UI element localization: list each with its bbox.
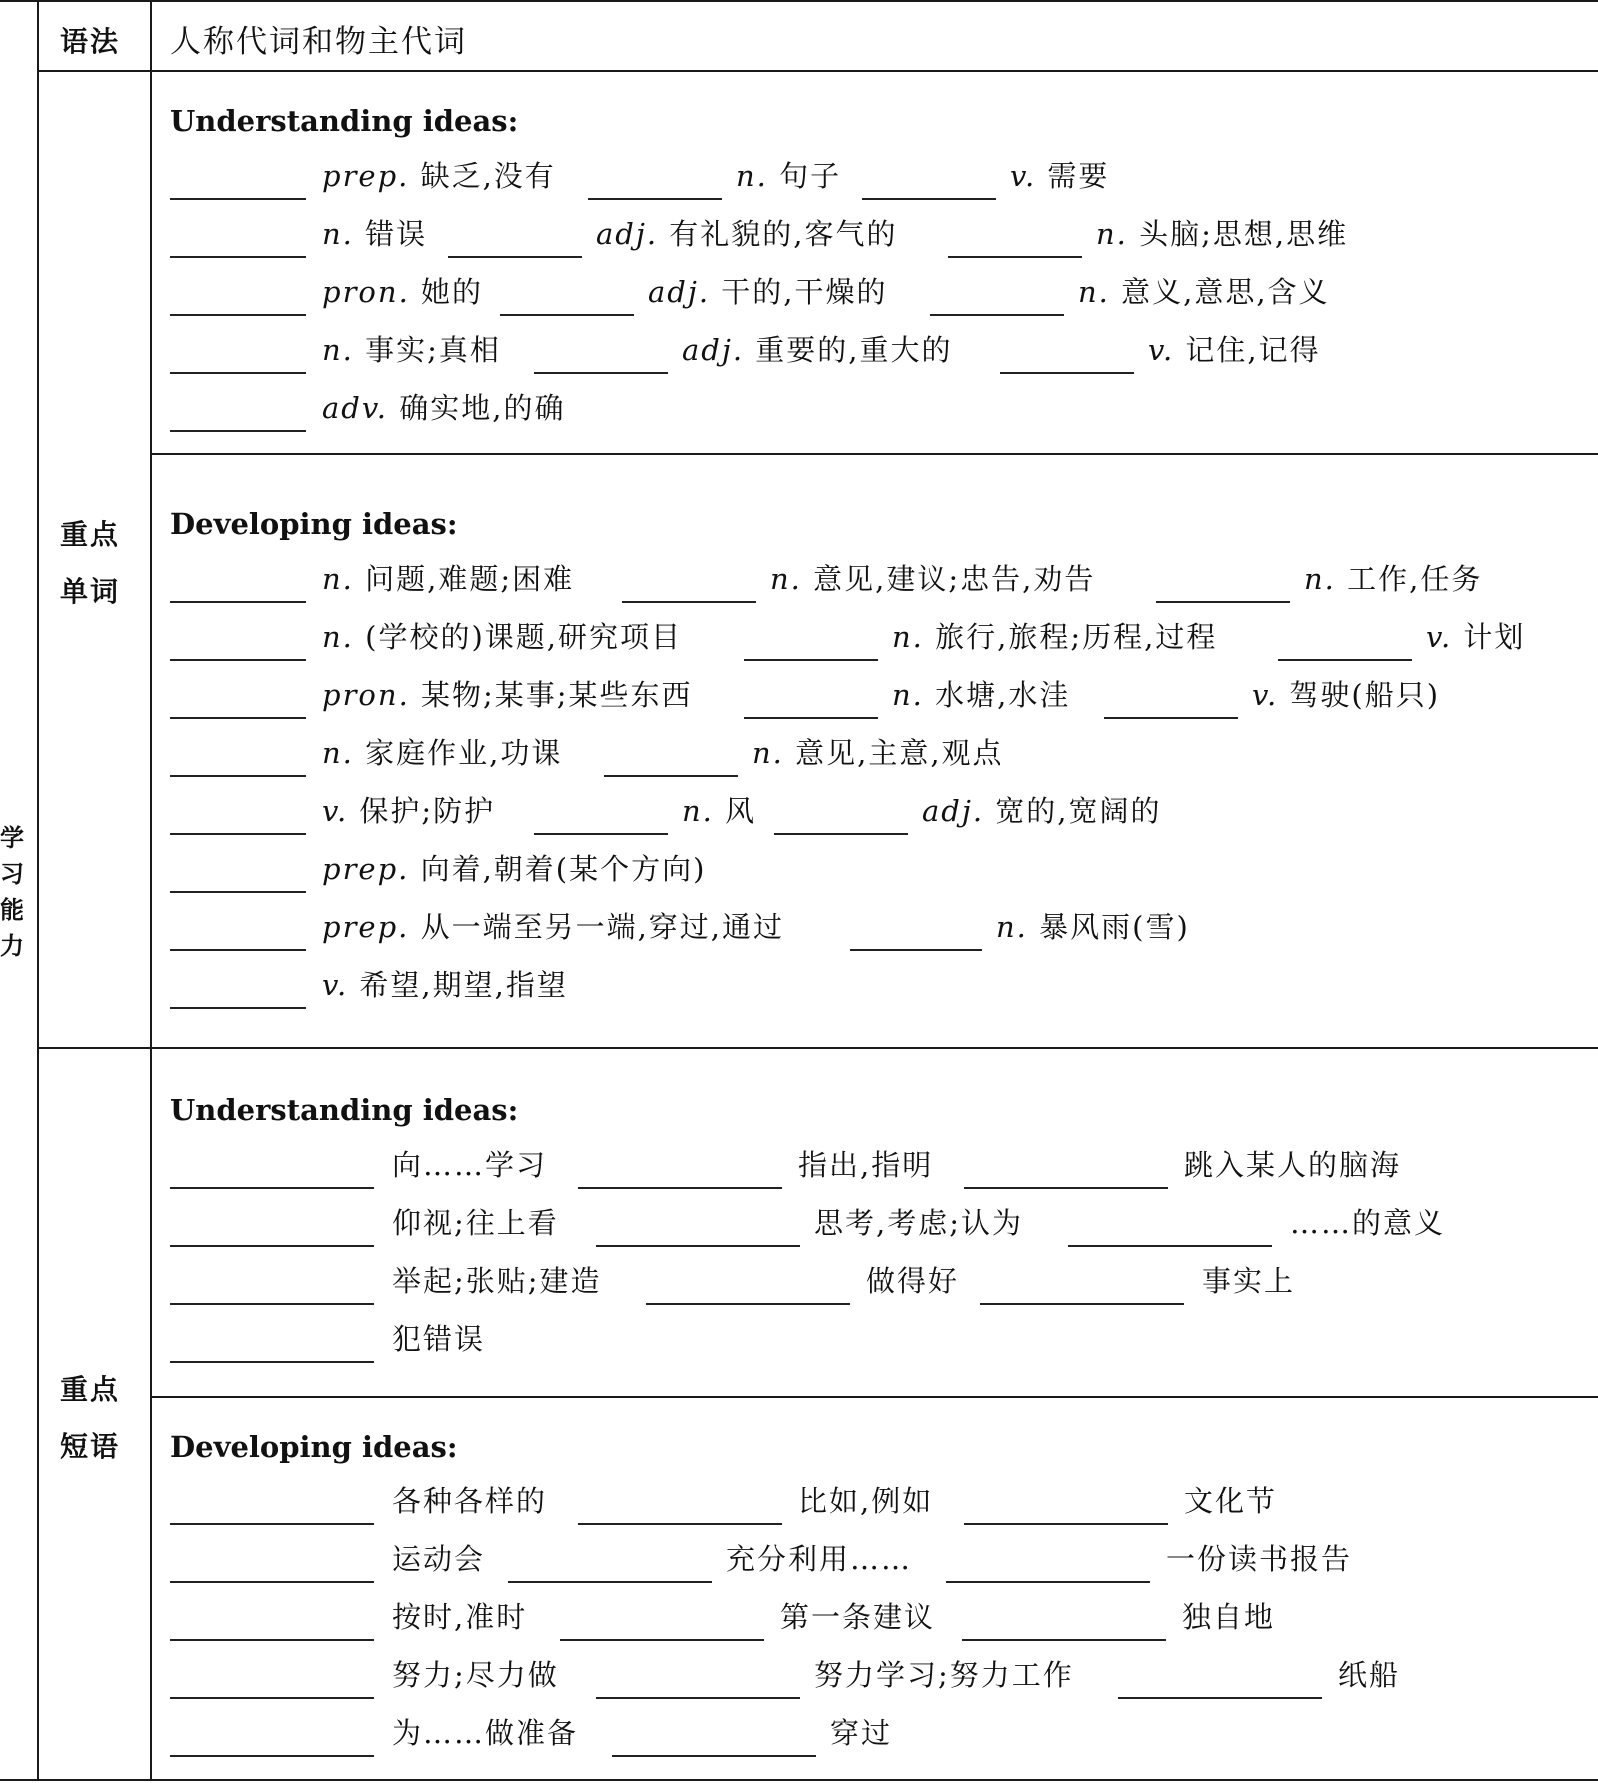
answer-blank[interactable] — [964, 1475, 1168, 1525]
meaning: 问题,难题;困难 — [365, 562, 575, 596]
part-of-speech: pron. — [322, 678, 410, 712]
phrase-item: 跳入某人的脑海 — [1184, 1148, 1402, 1182]
label-column-border — [150, 0, 152, 1781]
word-item — [322, 615, 682, 656]
phrase-item: 努力学习;努力工作 — [814, 1658, 1074, 1692]
word-item — [322, 789, 495, 830]
meaning: 有礼貌的,客气的 — [669, 217, 898, 251]
answer-blank[interactable] — [646, 1255, 850, 1305]
word-item — [322, 386, 565, 427]
phrase-item: 向……学习 — [392, 1148, 548, 1182]
part-of-speech: adj. — [596, 217, 659, 251]
answer-blank[interactable] — [1068, 1197, 1272, 1247]
answer-blank[interactable] — [850, 901, 982, 951]
key-words-label-bottom: 单词 — [60, 575, 121, 608]
answer-blank[interactable] — [774, 785, 908, 835]
word-item — [596, 212, 898, 253]
answer-blank[interactable] — [612, 1707, 816, 1757]
meaning: 事实;真相 — [365, 333, 501, 367]
meaning: 向着,朝着(某个方向) — [420, 852, 707, 886]
outer-left-border — [37, 0, 39, 1781]
word-item — [322, 212, 427, 253]
answer-blank[interactable] — [946, 1533, 1150, 1583]
part-of-speech: prep. — [322, 910, 410, 944]
answer-blank[interactable] — [500, 266, 634, 316]
word-item — [322, 905, 784, 946]
part-of-speech: adv. — [322, 391, 389, 425]
word-item — [892, 615, 1217, 656]
word-item — [1096, 212, 1348, 253]
answer-blank[interactable] — [170, 1475, 374, 1525]
part-of-speech: v. — [322, 968, 349, 1002]
meaning: 家庭作业,功课 — [365, 736, 563, 770]
meaning: 驾驶(船只) — [1289, 678, 1441, 712]
answer-blank[interactable] — [1118, 1649, 1322, 1699]
answer-blank[interactable] — [170, 324, 306, 374]
table-bottom-border — [0, 1779, 1598, 1781]
word-item — [996, 905, 1190, 946]
phrase-item: 举起;张贴;建造 — [392, 1264, 602, 1298]
words-developing-heading: Developing ideas: — [170, 507, 458, 541]
word-item — [322, 963, 568, 1004]
phrase-item: 充分利用…… — [726, 1542, 913, 1576]
word-item — [770, 557, 1095, 598]
phrase-item: 指出,指明 — [798, 1148, 934, 1182]
grammar-bottom-border — [38, 70, 1598, 72]
part-of-speech: n. — [892, 678, 924, 712]
word-item — [922, 789, 1162, 830]
phrases-developing-heading: Developing ideas: — [170, 1430, 458, 1464]
phrase-item: 比如,例如 — [798, 1484, 934, 1518]
word-item — [322, 731, 562, 772]
word-item — [1304, 557, 1482, 598]
answer-blank[interactable] — [622, 553, 756, 603]
phrase-item: 做得好 — [866, 1264, 960, 1298]
word-item — [1078, 270, 1330, 311]
meaning: 保护;防护 — [359, 794, 496, 828]
answer-blank[interactable] — [170, 843, 306, 893]
word-item — [1252, 673, 1440, 714]
grammar-content: 人称代词和物主代词 — [170, 24, 467, 60]
answer-blank[interactable] — [1156, 553, 1290, 603]
side-category-label: 学习能力 — [0, 824, 24, 960]
part-of-speech: n. — [752, 736, 784, 770]
meaning: 计划 — [1463, 620, 1526, 654]
meaning: 工作,任务 — [1347, 562, 1483, 596]
table-top-border — [0, 0, 1598, 2]
word-item — [892, 673, 1070, 714]
answer-blank[interactable] — [508, 1533, 712, 1583]
part-of-speech: n. — [322, 333, 354, 367]
part-of-speech: n. — [1078, 275, 1110, 309]
meaning: 水塘,水洼 — [935, 678, 1071, 712]
meaning: (学校的)课题,研究项目 — [365, 620, 682, 654]
word-item — [682, 328, 953, 369]
meaning: 缺乏,没有 — [420, 159, 556, 193]
answer-blank[interactable] — [170, 266, 306, 316]
answer-blank[interactable] — [578, 1139, 782, 1189]
answer-blank[interactable] — [1104, 669, 1238, 719]
word-item — [648, 270, 888, 311]
words-understanding-heading: Understanding ideas: — [170, 104, 519, 138]
word-item — [1426, 615, 1525, 656]
meaning: 需要 — [1047, 159, 1110, 193]
key-phrases-label-top: 重点 — [60, 1373, 121, 1406]
answer-blank[interactable] — [534, 324, 668, 374]
answer-blank[interactable] — [170, 1649, 374, 1699]
answer-blank[interactable] — [170, 611, 306, 661]
phrase-item: 各种各样的 — [392, 1484, 548, 1518]
meaning: 句子 — [779, 159, 842, 193]
answer-blank[interactable] — [170, 208, 306, 258]
meaning: 某物;某事;某些东西 — [421, 678, 693, 712]
meaning: 确实地,的确 — [399, 391, 566, 425]
part-of-speech: n. — [892, 620, 924, 654]
phrase-item: 犯错误 — [392, 1322, 486, 1356]
word-item — [322, 270, 483, 311]
answer-blank[interactable] — [588, 150, 722, 200]
answer-blank[interactable] — [170, 1197, 374, 1247]
part-of-speech: n. — [682, 794, 714, 828]
part-of-speech: v. — [1010, 159, 1037, 193]
phrase-item: 文化节 — [1184, 1484, 1278, 1518]
phrases-understanding-heading: Understanding ideas: — [170, 1093, 519, 1127]
part-of-speech: prep. — [322, 159, 410, 193]
meaning: 干的,干燥的 — [721, 275, 888, 309]
answer-blank[interactable] — [170, 150, 306, 200]
answer-blank[interactable] — [862, 150, 996, 200]
phrases-sub-divider — [150, 1396, 1598, 1398]
phrase-item: 独自地 — [1182, 1600, 1276, 1634]
phrase-item: ……的意义 — [1290, 1206, 1446, 1240]
part-of-speech: n. — [996, 910, 1028, 944]
key-words-label-top: 重点 — [60, 518, 121, 551]
part-of-speech: adj. — [922, 794, 985, 828]
meaning: 意义,意思,含义 — [1121, 275, 1330, 309]
answer-blank[interactable] — [964, 1139, 1168, 1189]
answer-blank[interactable] — [596, 1649, 800, 1699]
part-of-speech: v. — [1426, 620, 1453, 654]
answer-blank[interactable] — [534, 785, 668, 835]
meaning: 暴风雨(雪) — [1039, 910, 1190, 944]
word-item — [1010, 154, 1109, 195]
answer-blank[interactable] — [170, 1255, 374, 1305]
answer-blank[interactable] — [448, 208, 582, 258]
phrase-item: 一份读书报告 — [1166, 1542, 1353, 1576]
word-item — [1148, 328, 1321, 369]
meaning: 记住,记得 — [1185, 333, 1321, 367]
word-item — [322, 847, 706, 888]
key-phrases-label-bottom: 短语 — [60, 1430, 121, 1463]
phrase-item: 按时,准时 — [392, 1600, 528, 1634]
part-of-speech: prep. — [322, 852, 410, 886]
part-of-speech: n. — [322, 217, 354, 251]
word-item — [322, 673, 693, 714]
phrase-item: 纸船 — [1338, 1658, 1401, 1692]
part-of-speech: pron. — [322, 275, 410, 309]
answer-blank[interactable] — [170, 1533, 374, 1583]
phrase-item: 为……做准备 — [392, 1716, 579, 1750]
phrase-item: 第一条建议 — [780, 1600, 936, 1634]
answer-blank[interactable] — [930, 266, 1064, 316]
answer-blank[interactable] — [170, 669, 306, 719]
part-of-speech: n. — [736, 159, 768, 193]
answer-blank[interactable] — [1278, 611, 1412, 661]
meaning: 她的 — [421, 275, 484, 309]
part-of-speech: n. — [322, 562, 354, 596]
part-of-speech: v. — [1252, 678, 1279, 712]
answer-blank[interactable] — [170, 1707, 374, 1757]
part-of-speech: n. — [770, 562, 802, 596]
part-of-speech: v. — [1148, 333, 1175, 367]
grammar-label: 语法 — [60, 25, 121, 58]
part-of-speech: n. — [1096, 217, 1128, 251]
phrase-item: 努力;尽力做 — [392, 1658, 559, 1692]
meaning: 重要的,重大的 — [755, 333, 953, 367]
word-item — [322, 154, 556, 195]
word-item — [322, 328, 501, 369]
answer-blank[interactable] — [744, 611, 878, 661]
answer-blank[interactable] — [170, 382, 306, 432]
phrase-item: 事实上 — [1202, 1264, 1296, 1298]
meaning: 希望,期望,指望 — [359, 968, 568, 1002]
words-bottom-border — [38, 1047, 1598, 1049]
answer-blank[interactable] — [170, 553, 306, 603]
answer-blank[interactable] — [170, 901, 306, 951]
part-of-speech: v. — [322, 794, 349, 828]
answer-blank[interactable] — [170, 959, 306, 1009]
phrase-item: 思考,考虑;认为 — [814, 1206, 1023, 1240]
meaning: 错误 — [365, 217, 428, 251]
meaning: 从一端至另一端,穿过,通过 — [420, 910, 785, 944]
part-of-speech: n. — [322, 620, 354, 654]
answer-blank[interactable] — [1000, 324, 1134, 374]
answer-blank[interactable] — [596, 1197, 800, 1247]
part-of-speech: adj. — [682, 333, 745, 367]
part-of-speech: n. — [1304, 562, 1336, 596]
answer-blank[interactable] — [170, 727, 306, 777]
answer-blank[interactable] — [962, 1591, 1166, 1641]
meaning: 意见,主意,观点 — [795, 736, 1004, 770]
part-of-speech: adj. — [648, 275, 711, 309]
part-of-speech: n. — [322, 736, 354, 770]
word-item — [752, 731, 1004, 772]
meaning: 宽的,宽阔的 — [995, 794, 1162, 828]
answer-blank[interactable] — [980, 1255, 1184, 1305]
answer-blank[interactable] — [604, 727, 738, 777]
word-item — [682, 789, 756, 830]
answer-blank[interactable] — [744, 669, 878, 719]
answer-blank[interactable] — [170, 1139, 374, 1189]
answer-blank[interactable] — [170, 785, 306, 835]
phrase-item: 运动会 — [392, 1542, 486, 1576]
meaning: 旅行,旅程;历程,过程 — [935, 620, 1218, 654]
answer-blank[interactable] — [560, 1591, 764, 1641]
answer-blank[interactable] — [170, 1313, 374, 1363]
word-item — [736, 154, 841, 195]
meaning: 意见,建议;忠告,劝告 — [813, 562, 1096, 596]
phrase-item: 穿过 — [830, 1716, 893, 1750]
answer-blank[interactable] — [948, 208, 1082, 258]
meaning: 头脑;思想,思维 — [1139, 217, 1349, 251]
answer-blank[interactable] — [578, 1475, 782, 1525]
words-sub-divider — [150, 453, 1598, 455]
phrase-item: 仰视;往上看 — [392, 1206, 559, 1240]
meaning: 风 — [725, 794, 757, 828]
word-item — [322, 557, 574, 598]
answer-blank[interactable] — [170, 1591, 374, 1641]
